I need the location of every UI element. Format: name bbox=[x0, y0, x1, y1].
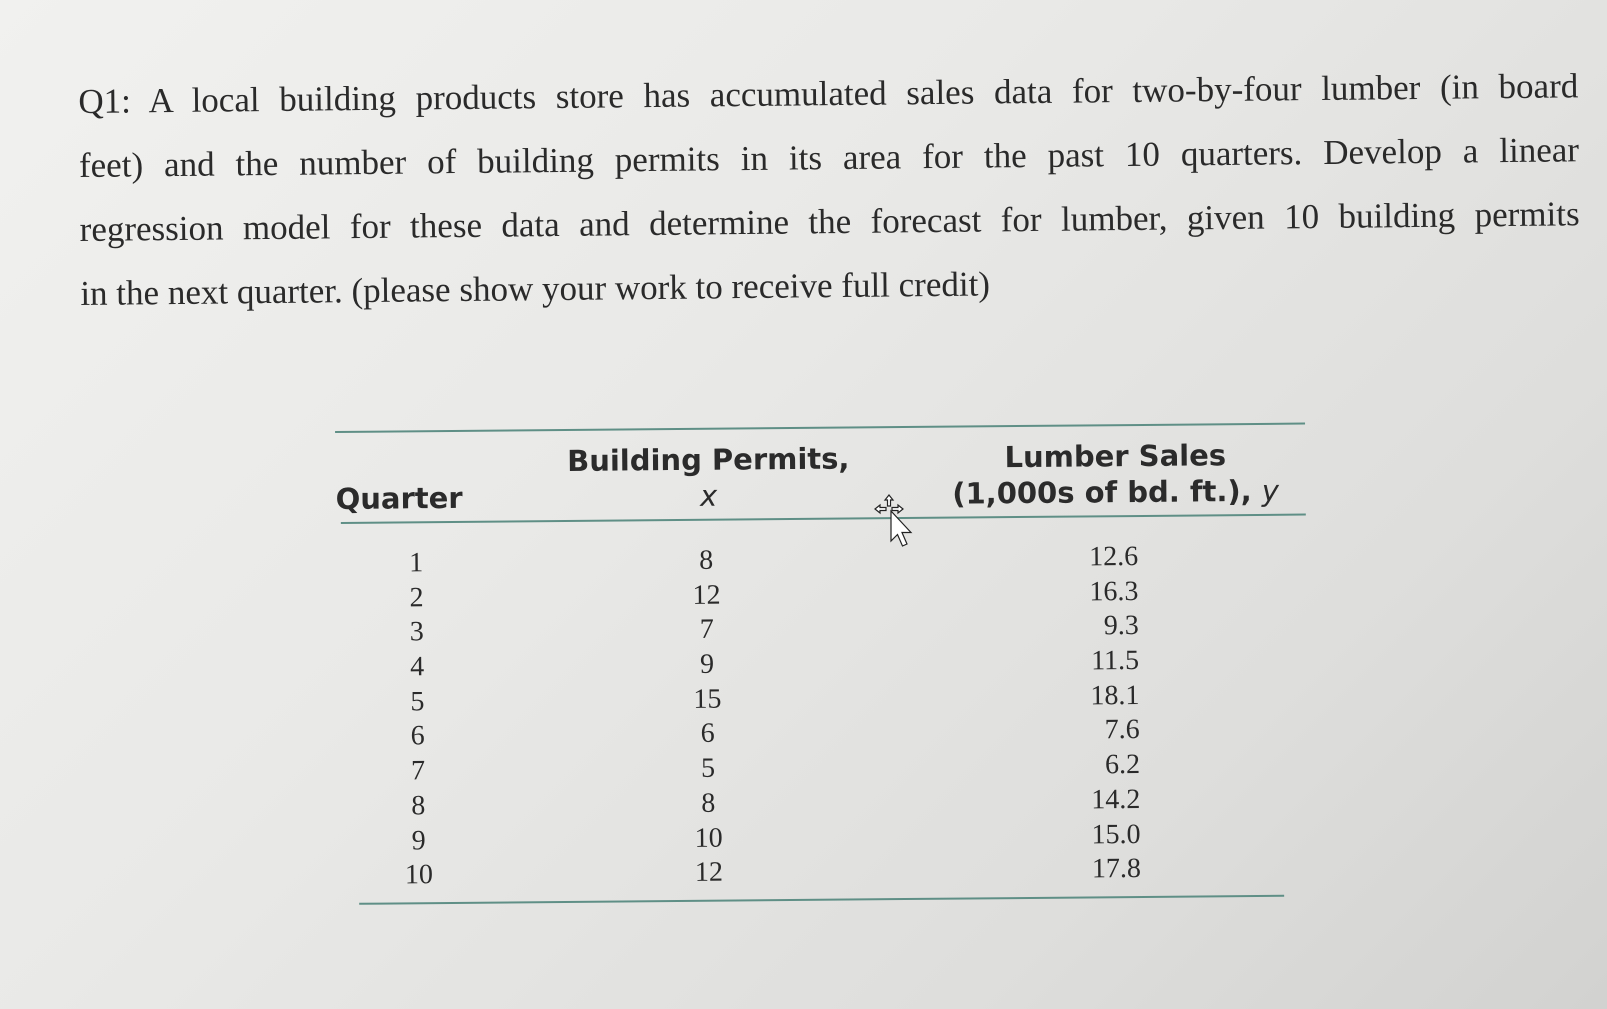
question-text bbox=[78, 54, 1581, 326]
table-cell-permits: 10 bbox=[694, 822, 723, 854]
table-cell-lumber: 15.0 bbox=[1091, 818, 1141, 850]
table-cell-quarter: 5 bbox=[410, 685, 425, 718]
table-cell-permits: 15 bbox=[693, 683, 722, 715]
column-building-permits bbox=[671, 543, 744, 890]
data-table bbox=[335, 417, 1309, 925]
question-line: Q1: A local building products store has accumulated sales data for two-by-four lumber (in board bbox=[78, 66, 1579, 121]
table-cell-lumber: 6.2 bbox=[1104, 749, 1141, 781]
column-quarter bbox=[386, 546, 449, 893]
header-building-permits bbox=[553, 440, 864, 515]
table-cell-permits: 7 bbox=[699, 614, 714, 646]
table-cell-quarter: 7 bbox=[410, 755, 426, 787]
table-cell-lumber: 17.8 bbox=[1091, 853, 1142, 885]
header-lumber-label: Lumber Sales bbox=[1004, 438, 1227, 475]
table-cell-quarter: 1 bbox=[409, 547, 424, 579]
table-header-rule bbox=[341, 514, 1306, 524]
question-line: feet) and the number of building permits in its area for the past 10 quarters. Develop a linear bbox=[78, 130, 1580, 185]
table-cell-quarter: 8 bbox=[411, 790, 426, 822]
header-lumber-variable: y bbox=[1261, 473, 1280, 508]
question-line: regression model for these data and determine the forecast for lumber, given 10 building permits bbox=[79, 194, 1580, 249]
header-permits-label: Building Permits, bbox=[566, 441, 850, 478]
move-cursor-icon bbox=[873, 493, 921, 553]
table-cell-quarter: 2 bbox=[409, 581, 424, 614]
table-cell-lumber: 9.3 bbox=[1103, 610, 1139, 642]
table-top-rule bbox=[335, 423, 1305, 433]
table-cell-quarter: 10 bbox=[404, 859, 434, 891]
table-cell-lumber: 14.2 bbox=[1091, 783, 1141, 816]
table-bottom-rule bbox=[359, 895, 1284, 905]
table-cell-quarter: 3 bbox=[409, 616, 424, 648]
table-cell-permits: 9 bbox=[699, 648, 715, 680]
table-cell-permits: 6 bbox=[700, 718, 715, 750]
table-cell-lumber: 18.1 bbox=[1090, 679, 1140, 712]
table-cell-permits: 12 bbox=[692, 579, 721, 611]
header-quarter: Quarter bbox=[335, 480, 463, 516]
question-line: in the next quarter. (please show your work to receive full credit) bbox=[80, 264, 991, 313]
header-lumber-sales bbox=[935, 437, 1296, 512]
table-cell-quarter: 6 bbox=[410, 720, 425, 752]
table-cell-lumber: 12.6 bbox=[1089, 540, 1139, 573]
column-lumber-sales bbox=[1056, 540, 1141, 888]
table-cell-quarter: 4 bbox=[409, 651, 425, 683]
table-cell-lumber: 16.3 bbox=[1089, 575, 1139, 608]
table-cell-permits: 8 bbox=[699, 544, 714, 576]
header-permits-variable: x bbox=[699, 478, 718, 513]
table-cell-permits: 8 bbox=[701, 787, 716, 819]
table-cell-lumber: 7.6 bbox=[1104, 714, 1140, 746]
table-cell-permits: 12 bbox=[694, 856, 724, 889]
table-cell-lumber: 11.5 bbox=[1090, 645, 1140, 677]
table-cell-quarter: 9 bbox=[411, 824, 426, 856]
header-lumber-units: (1,000s of bd. ft.), bbox=[952, 474, 1252, 511]
table-cell-permits: 5 bbox=[700, 752, 716, 784]
